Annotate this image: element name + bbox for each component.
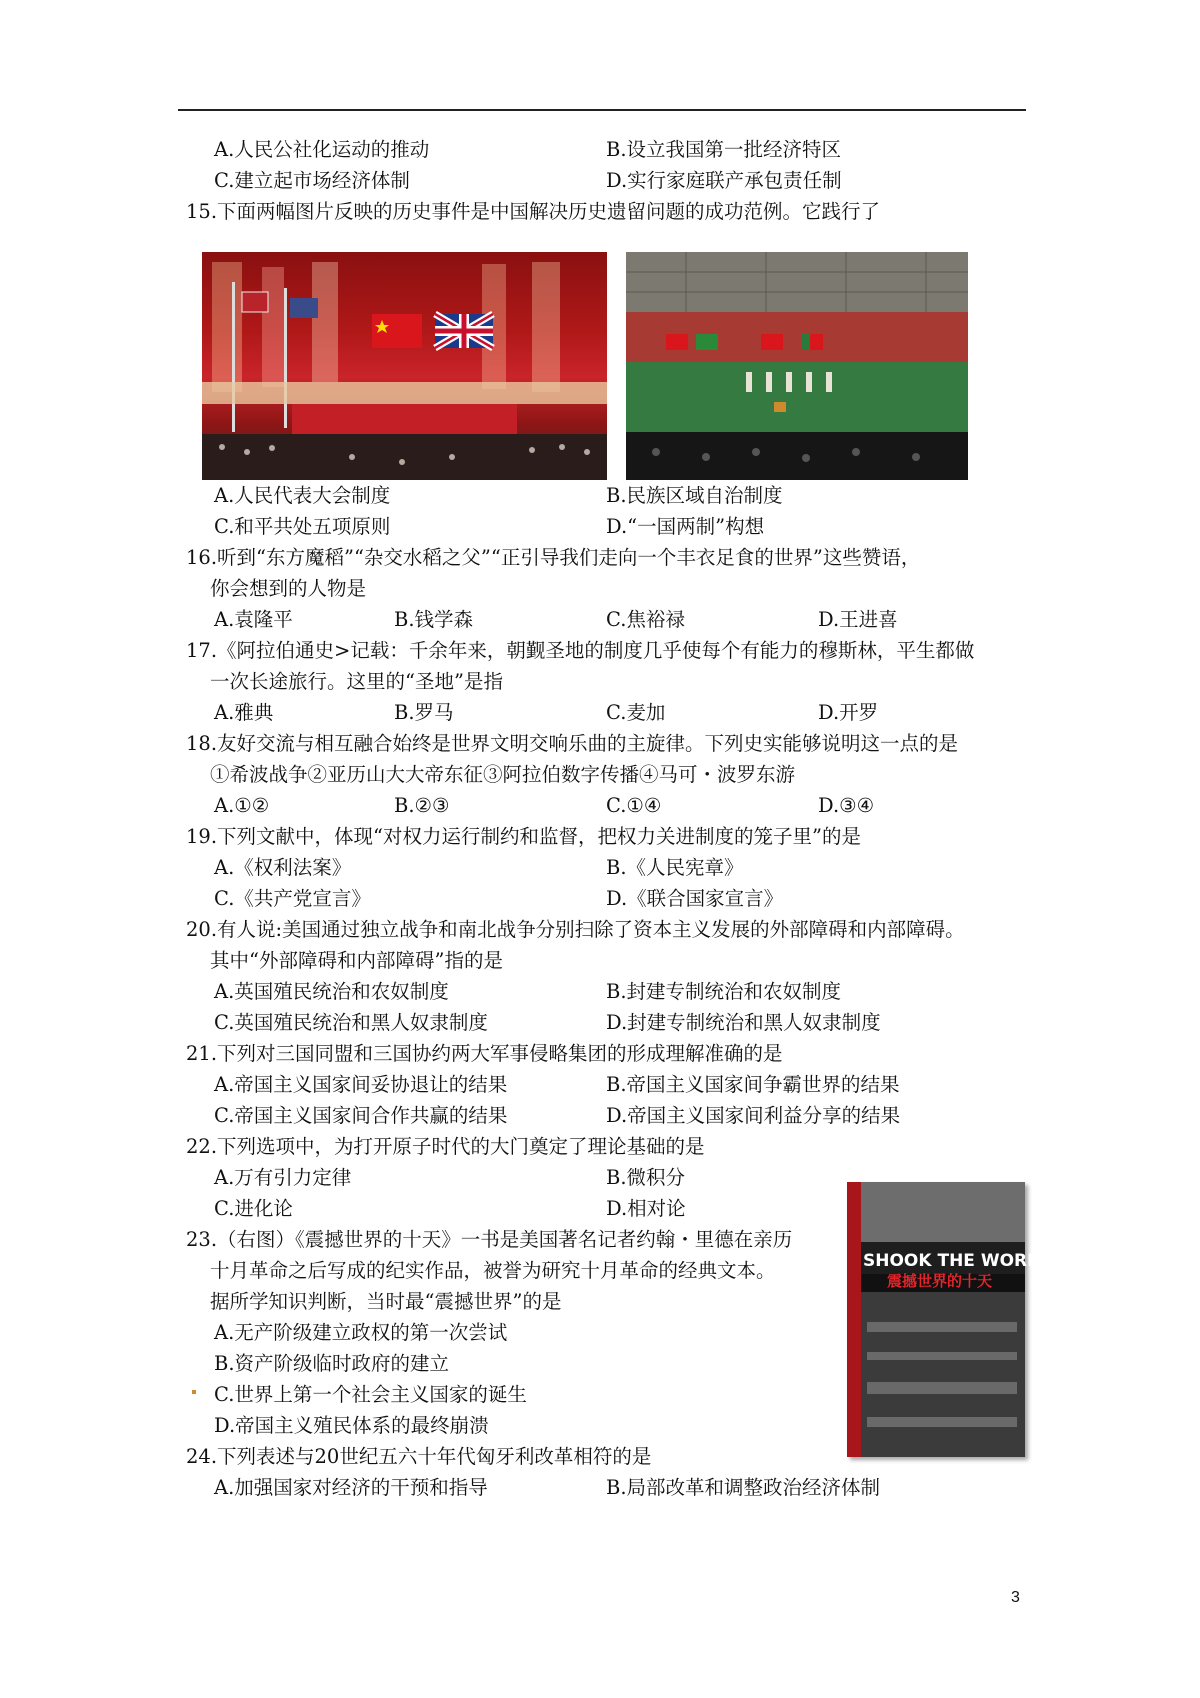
text-line: 22.下列选项中，为打开原子时代的大门奠定了理论基础的是: [186, 1135, 705, 1158]
book-title-en: SHOOK THE WORLD: [863, 1251, 1053, 1271]
text-line: D.③④: [818, 794, 875, 817]
text-line: 据所学知识判断，当时最“震撼世界”的是: [210, 1290, 562, 1313]
text-line: D.实行家庭联产承包责任制: [606, 169, 842, 192]
book-cover-image: [847, 1182, 1053, 1457]
text-line: D.王进喜: [818, 608, 898, 631]
text-line: C.麦加: [606, 701, 666, 724]
book-cover-art: [847, 1182, 1053, 1457]
macau-handover-photo: [626, 252, 968, 480]
text-line: A.加强国家对经济的干预和指导: [214, 1476, 488, 1499]
text-line: B.资产阶级临时政府的建立: [214, 1352, 450, 1375]
text-line: B.钱学森: [394, 608, 474, 631]
text-line: B.局部改革和调整政治经济体制: [606, 1476, 881, 1499]
text-line: A.①②: [214, 794, 270, 817]
text-line: A.雅典: [214, 701, 274, 724]
text-line: D.帝国主义国家间利益分享的结果: [606, 1104, 901, 1127]
text-line: C.建立起市场经济体制: [214, 169, 410, 192]
text-line: C.进化论: [214, 1197, 293, 1220]
text-line: 20.有人说:美国通过独立战争和南北战争分别扫除了资本主义发展的外部障碍和内部障碍。: [186, 918, 965, 941]
text-line: A.无产阶级建立政权的第一次尝试: [214, 1321, 508, 1344]
text-line: B.民族区域自治制度: [606, 484, 783, 507]
book-title-cn: 震撼世界的十天: [887, 1272, 993, 1290]
text-line: 十月革命之后写成的纪实作品，被誉为研究十月革命的经典文本。: [210, 1259, 776, 1282]
hong-kong-handover-photo: [202, 252, 607, 480]
header-rule: [178, 109, 1026, 111]
text-line: D.相对论: [606, 1197, 686, 1220]
text-line: D.《联合国家宣言》: [606, 887, 784, 910]
hong-kong-handover-image: [202, 252, 607, 480]
text-line: 17.《阿拉伯通史>记载：千余年来，朝觐圣地的制度几乎使每个有能力的穆斯林，平生都做: [186, 639, 975, 662]
text-line: D.封建专制统治和黑人奴隶制度: [606, 1011, 881, 1034]
text-line: A.人民代表大会制度: [214, 484, 391, 507]
text-line: A.《权利法案》: [214, 856, 352, 879]
text-line: 19.下列文献中，体现“对权力运行制约和监督，把权力关进制度的笼子里”的是: [186, 825, 861, 848]
text-line: C.①④: [606, 794, 662, 817]
text-line: B.②③: [394, 794, 450, 817]
text-line: B.微积分: [606, 1166, 686, 1189]
text-line: A.英国殖民统治和农奴制度: [214, 980, 449, 1003]
text-line: 23.（右图）《震撼世界的十天》一书是美国著名记者约翰・里德在亲历: [186, 1228, 793, 1251]
text-line: A.帝国主义国家间妥协退让的结果: [214, 1073, 508, 1096]
text-line: B.封建专制统治和农奴制度: [606, 980, 842, 1003]
text-line: 你会想到的人物是: [210, 577, 367, 600]
text-line: D.开罗: [818, 701, 879, 724]
text-line: B.罗马: [394, 701, 454, 724]
text-line: 其中“外部障碍和内部障碍”指的是: [210, 949, 503, 972]
text-line: 21.下列对三国同盟和三国协约两大军事侵略集团的形成理解准确的是: [186, 1042, 783, 1065]
text-line: C.和平共处五项原则: [214, 515, 391, 538]
text-line: 15.下面两幅图片反映的历史事件是中国解决历史遗留问题的成功范例。它践行了: [186, 200, 881, 223]
text-line: C.英国殖民统治和黑人奴隶制度: [214, 1011, 488, 1034]
text-line: C.帝国主义国家间合作共赢的结果: [214, 1104, 508, 1127]
text-line: ①希波战争②亚历山大大帝东征③阿拉伯数字传播④马可・波罗东游: [210, 763, 796, 786]
text-line: A.万有引力定律: [214, 1166, 352, 1189]
text-line: 18.友好交流与相互融合始终是世界文明交响乐曲的主旋律。下列史实能够说明这一点的是: [186, 732, 959, 755]
text-line: 24.下列表述与20世纪五六十年代匈牙利改革相符的是: [186, 1445, 652, 1468]
macau-handover-image: [626, 252, 968, 480]
text-line: B.帝国主义国家间争霸世界的结果: [606, 1073, 900, 1096]
text-line: D.“一国两制”构想: [606, 515, 765, 538]
text-line: A.袁隆平: [214, 608, 293, 631]
stray-mark: [192, 1390, 196, 1394]
text-line: C.焦裕禄: [606, 608, 685, 631]
text-line: 16.听到“东方魔稻”“杂交水稻之父”“正引导我们走向一个丰衣足食的世界”这些赞语，: [186, 546, 921, 569]
page-number: 3: [1011, 1589, 1020, 1606]
text-line: A.人民公社化运动的推动: [214, 138, 430, 161]
text-line: B.设立我国第一批经济特区: [606, 138, 842, 161]
text-line: C.世界上第一个社会主义国家的诞生: [214, 1383, 527, 1406]
text-line: D.帝国主义殖民体系的最终崩溃: [214, 1414, 489, 1437]
text-line: C.《共产党宣言》: [214, 887, 371, 910]
text-line: B.《人民宪章》: [606, 856, 744, 879]
text-line: 一次长途旅行。这里的“圣地”是指: [210, 670, 503, 693]
